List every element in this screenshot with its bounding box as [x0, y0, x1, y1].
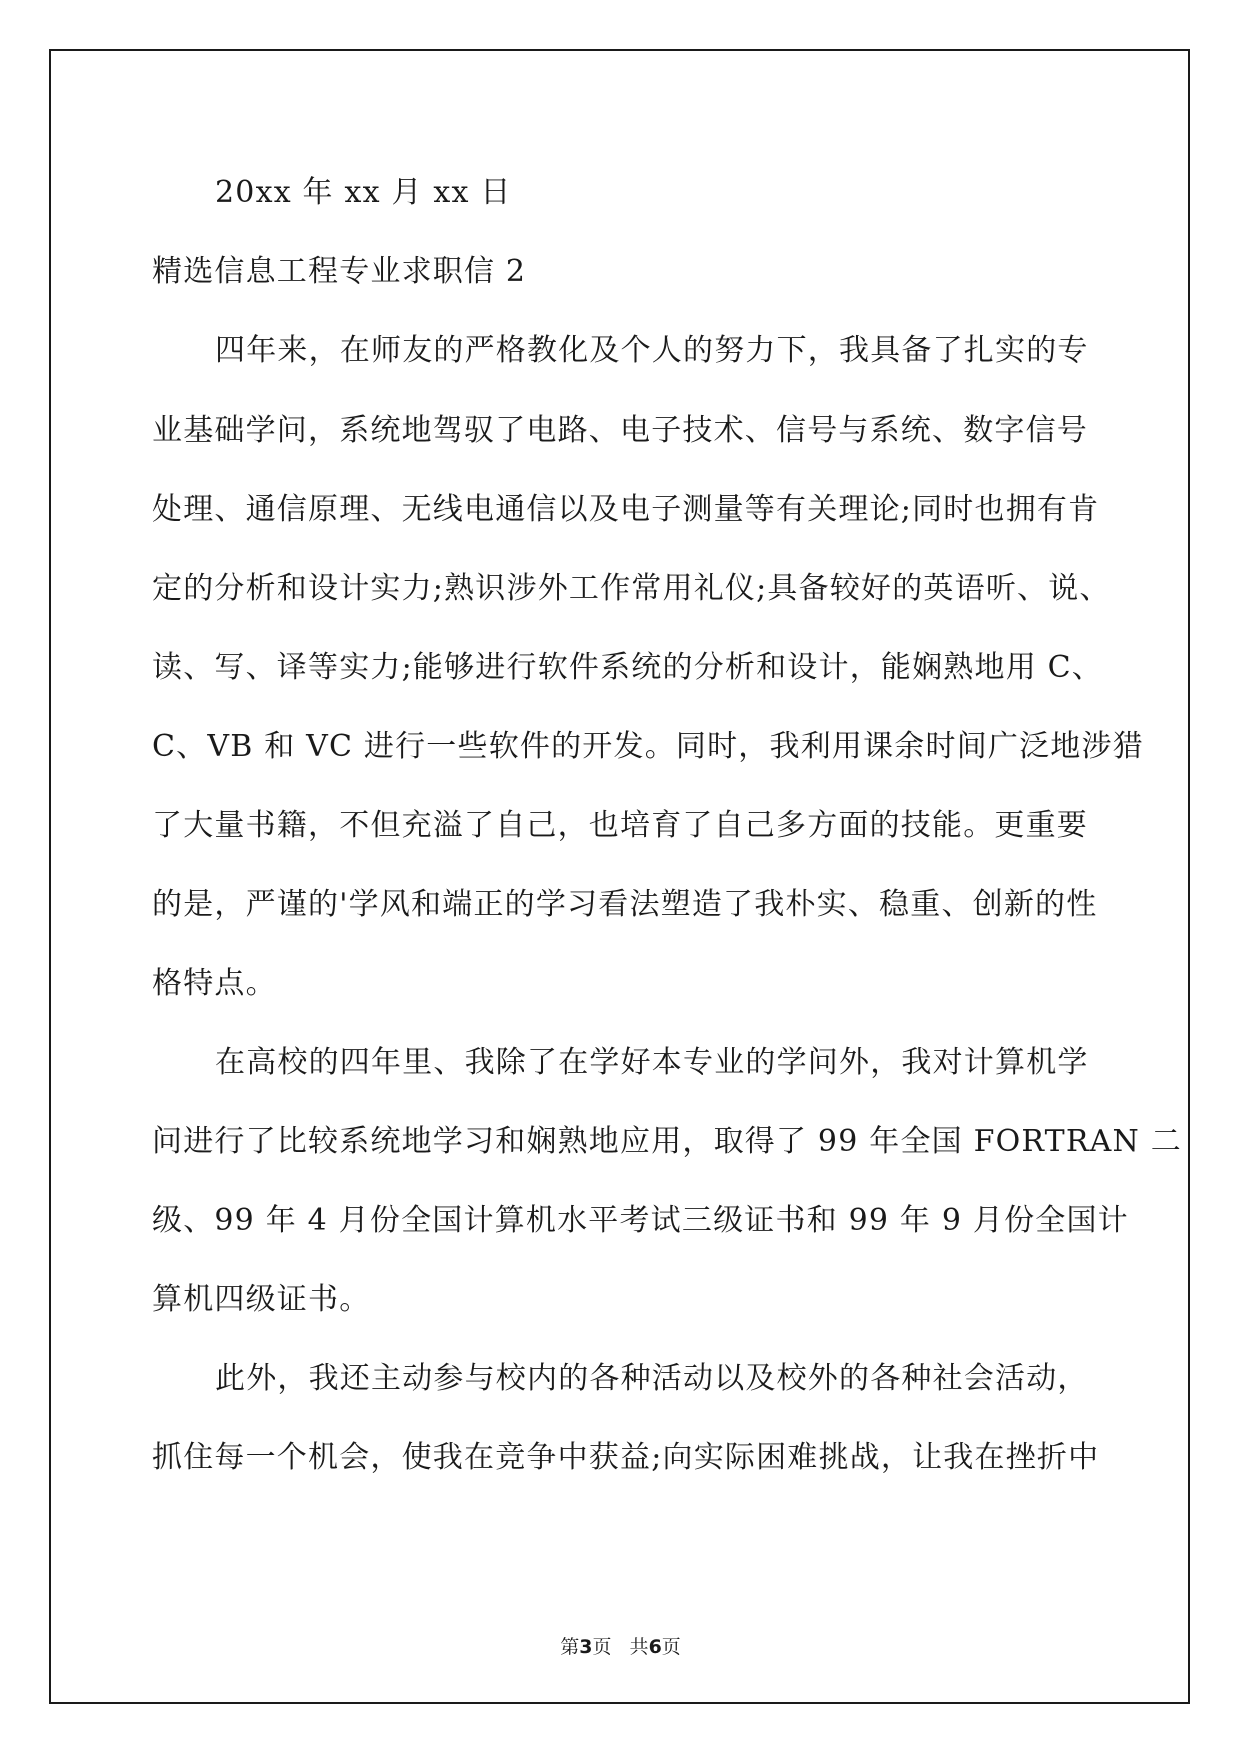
document-title: 精选信息工程专业求职信 2 [152, 254, 527, 289]
paragraph-line: 在高校的四年里、我除了在学好本专业的学问外，我对计算机学 [215, 1045, 1089, 1080]
paragraph-line: 格特点。 [152, 966, 277, 1001]
paragraph-line: 处理、通信原理、无线电通信以及电子测量等有关理论;同时也拥有肯 [152, 492, 1100, 527]
paragraph-line: C、VB 和 VC 进行一些软件的开发。同时，我利用课余时间广泛地涉猎 [152, 729, 1144, 764]
paragraph-line: 此外，我还主动参与校内的各种活动以及校外的各种社会活动， [215, 1361, 1089, 1396]
paragraph-line: 业基础学问，系统地驾驭了电路、电子技术、信号与系统、数字信号 [152, 413, 1088, 448]
paragraph-line: 级、99 年 4 月份全国计算机水平考试三级证书和 99 年 9 月份全国计 [152, 1203, 1129, 1238]
paragraph-line: 的是，严谨的'学风和端正的学习看法塑造了我朴实、稳重、创新的性 [152, 887, 1098, 922]
paragraph-line: 了大量书籍，不但充溢了自己，也培育了自己多方面的技能。更重要 [152, 808, 1088, 843]
total-page-number: 6 [648, 1636, 662, 1658]
footer-mid: 页 共 [592, 1636, 649, 1658]
date-line: 20xx 年 xx 月 xx 日 [215, 175, 512, 210]
current-page-number: 3 [579, 1636, 593, 1658]
paragraph-line: 问进行了比较系统地学习和娴熟地应用，取得了 99 年全国 FORTRAN 二 [152, 1124, 1182, 1159]
paragraph-line: 抓住每一个机会，使我在竞争中获益;向实际困难挑战，让我在挫折中 [152, 1440, 1100, 1475]
paragraph-line: 算机四级证书。 [152, 1282, 371, 1317]
footer-suffix: 页 [661, 1636, 681, 1658]
footer-prefix: 第 [560, 1636, 580, 1658]
page-footer [0, 1636, 1241, 1658]
paragraph-line: 四年来，在师友的严格教化及个人的努力下，我具备了扎实的专 [215, 333, 1089, 368]
paragraph-line: 定的分析和设计实力;熟识涉外工作常用礼仪;具备较好的英语听、说、 [152, 571, 1111, 606]
paragraph-line: 读、写、译等实力;能够进行软件系统的分析和设计，能娴熟地用 C、 [152, 650, 1103, 685]
